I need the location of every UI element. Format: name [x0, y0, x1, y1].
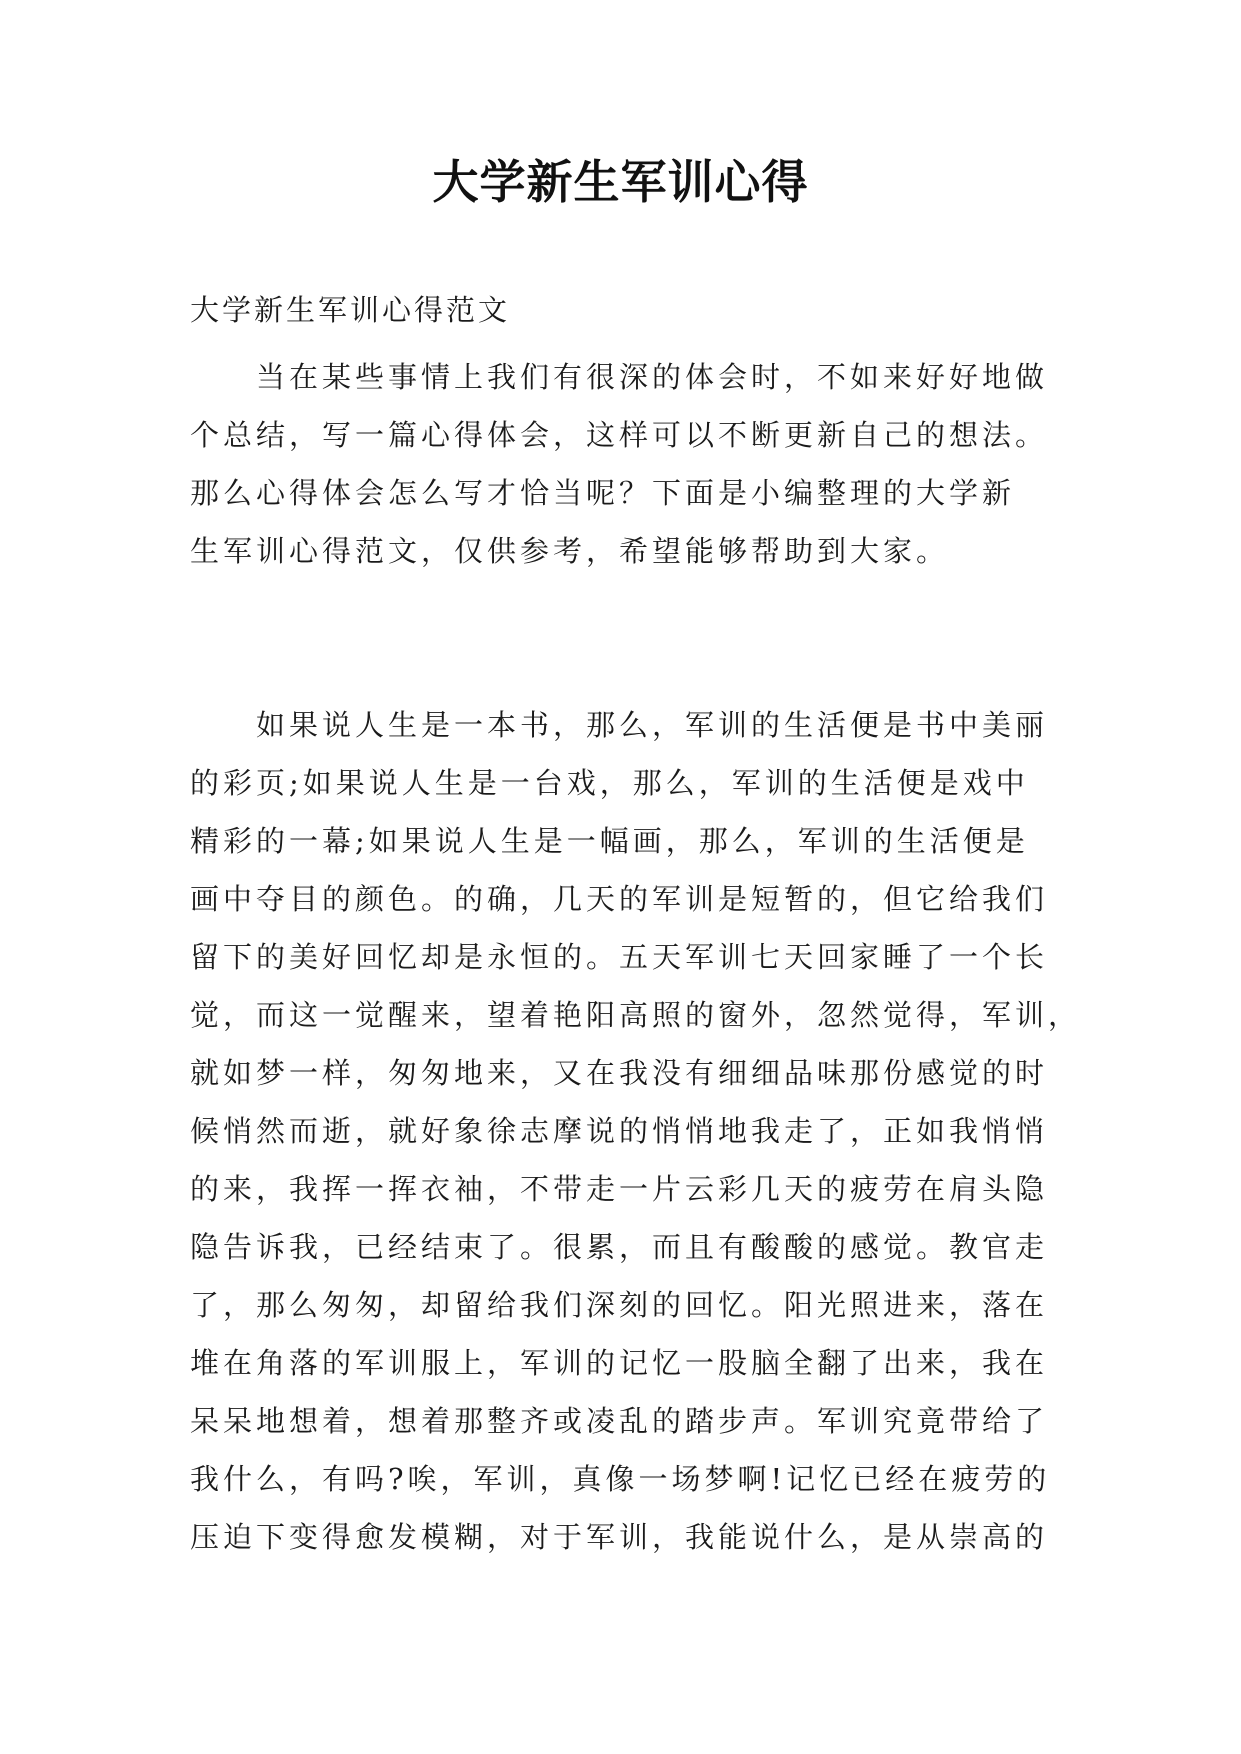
text-line: 的彩页;如果说人生是一台戏，那么，军训的生活便是戏中 — [190, 766, 1029, 800]
text-line: 的来，我挥一挥衣袖，不带走一片云彩几天的疲劳在肩头隐 — [190, 1172, 1049, 1206]
text-line: 堆在角落的军训服上，军训的记忆一股脑全翻了出来，我在 — [190, 1346, 1049, 1380]
text-line: 候悄然而逝，就好象徐志摩说的悄悄地我走了，正如我悄悄 — [190, 1114, 1049, 1148]
intro-paragraph — [190, 348, 1070, 580]
body-paragraph — [190, 696, 1082, 1566]
text-line: 我什么，有吗?唉，军训，真像一场梦啊!记忆已经在疲劳的 — [190, 1462, 1051, 1496]
text-line: 就如梦一样，匆匆地来，又在我没有细细品味那份感觉的时 — [190, 1056, 1049, 1090]
text-line: 呆呆地想着，想着那整齐或凌乱的踏步声。军训究竟带给了 — [190, 1404, 1049, 1438]
text-line: 如果说人生是一本书，那么，军训的生活便是书中美丽 — [256, 708, 1049, 742]
text-line: 当在某些事情上我们有很深的体会时，不如来好好地做 — [256, 360, 1049, 394]
text-line: 觉，而这一觉醒来，望着艳阳高照的窗外，忽然觉得，军训， — [190, 998, 1082, 1032]
document-subtitle: 大学新生军训心得范文 — [190, 293, 511, 327]
text-line: 隐告诉我，已经结束了。很累，而且有酸酸的感觉。教官走 — [190, 1230, 1049, 1264]
text-line: 压迫下变得愈发模糊，对于军训，我能说什么，是从崇高的 — [190, 1520, 1049, 1554]
text-line: 画中夺目的颜色。的确，几天的军训是短暂的，但它给我们 — [190, 882, 1049, 916]
text-line: 个总结，写一篇心得体会，这样可以不断更新自己的想法。 — [190, 418, 1049, 452]
text-line: 了，那么匆匆，却留给我们深刻的回忆。阳光照进来，落在 — [190, 1288, 1049, 1322]
text-line: 留下的美好回忆却是永恒的。五天军训七天回家睡了一个长 — [190, 940, 1049, 974]
text-line: 那么心得体会怎么写才恰当呢？下面是小编整理的大学新 — [190, 476, 1016, 510]
text-line: 精彩的一幕;如果说人生是一幅画，那么，军训的生活便是 — [190, 824, 1029, 858]
text-line: 生军训心得范文，仅供参考，希望能够帮助到大家。 — [190, 534, 950, 568]
document-title: 大学新生军训心得 — [432, 155, 809, 209]
